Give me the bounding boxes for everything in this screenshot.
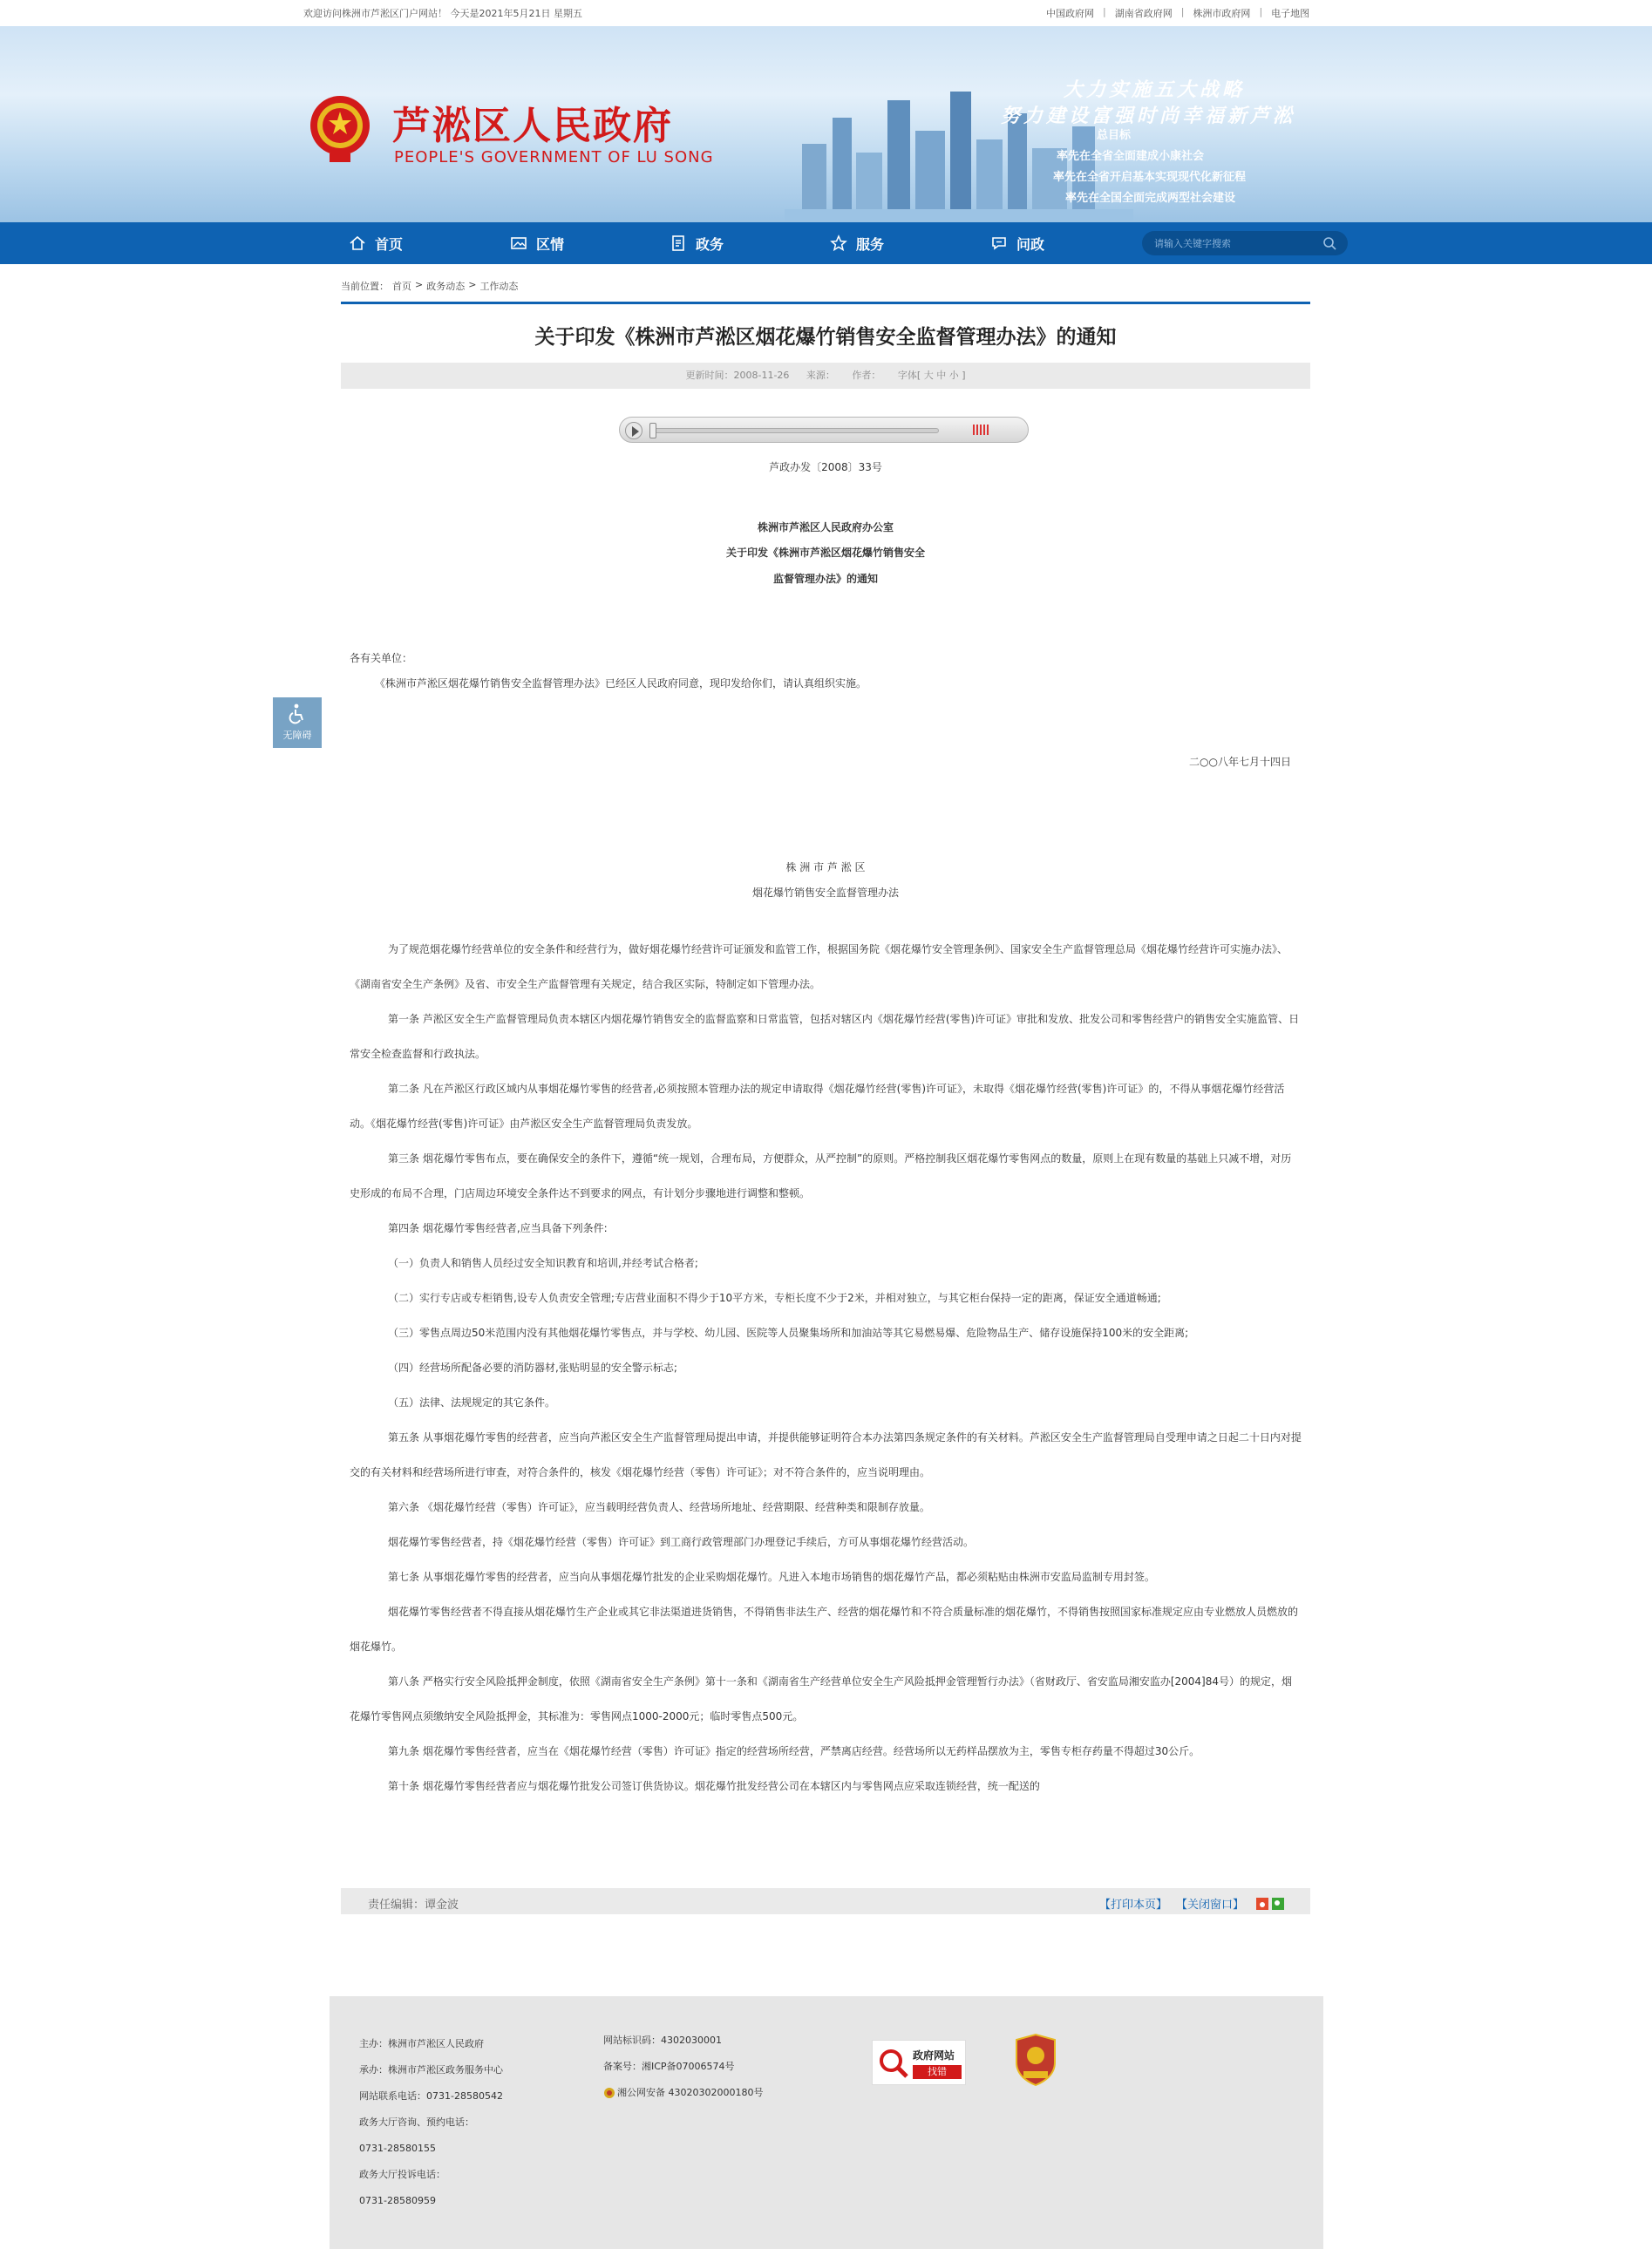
link-hunan-gov[interactable]: 湖南省政府网 [1114,8,1173,19]
rules-heading-2: 烟花爆竹销售安全监督管理办法 [751,887,899,899]
footer-consult-label: 政务大厅咨询、预约电话： [359,2117,474,2128]
paragraph: （三）零售点周边50米范围内没有其他烟花爆竹零售点，并与学校、幼儿园、医院等人员聚集场所和加油站等其它易燃易爆、危险物品生产、储存设施保持100米的安全距离; [388,1327,1189,1339]
paragraph: 第五条 从事烟花爆竹零售的经营者，应当向芦淞区安全生产监督管理局提出申请，并提供能够证明符合本办法第四条规定条件的有关材料。芦淞区安全生产监督管理局自受理申请之日起二十日内对提交的有关材料和经营场所进行审查，对符合条件的，核发《烟花爆竹经营（零售）许可证》；对不符合条件的，应当说明理由。 [350,1431,1302,1478]
nav-item-service[interactable] [830,222,884,264]
footer-sponsor: 主办：株洲市芦淞区人民政府 [359,2038,484,2049]
link-zhuzhou-gov[interactable]: 株洲市政府网 [1193,8,1251,19]
volume-icon[interactable] [973,425,997,437]
magnifier-logo-icon [878,2048,909,2079]
breadcrumb-work-news[interactable]: 工作动态 [479,281,519,292]
goal-line-2: 率先在全省开启基本实现现代化新征程 [1053,171,1247,184]
paragraph: （五）法律、法规规定的其它条件。 [388,1396,556,1409]
police-badge-icon [603,2087,615,2099]
icp-record[interactable]: 备案号：湘ICP备07006574号 [603,2061,735,2072]
search-icon[interactable] [1322,235,1337,251]
nav-item-home[interactable] [349,222,403,264]
footer-mid [603,2028,763,2106]
footer-consult-phone: 0731-28580155 [359,2143,436,2154]
footer-phone: 网站联系电话：0731-28580542 [359,2090,503,2102]
article-body [350,932,1302,1804]
welcome-text: 欢迎访问株洲市芦淞区门户网站！ 今天是2021年5月21日 星期五 [303,8,582,19]
national-emblem-icon [307,92,373,166]
nav-label: 首页 [375,235,404,253]
top-bar [0,0,1652,26]
breadcrumb-separator: > [468,279,477,290]
footer-complaint-phone: 0731-28580959 [359,2195,436,2206]
main-nav [0,222,1652,264]
rules-heading-1: 株 洲 市 芦 淞 区 [785,861,866,873]
goal-line-3: 率先在全国全面完成两型社会建设 [1065,192,1236,205]
nav-item-inquiry[interactable] [990,222,1044,264]
paragraph: 第一条 芦淞区安全生产监督管理局负责本辖区内烟花爆竹销售安全的监督监察和日常监管，包括对辖区内《烟花爆竹经营(零售)许可证》审批和发放、批发公司和零售经营户的销售安全实施监管、日常安全检查监督和行政执法。 [350,1013,1300,1060]
footer [330,1996,1323,2249]
paragraph: （二）实行专店或专柜销售,设专人负责安全管理;专店营业面积不得少于10平方米，专柜长度不少于2米，并相对独立，与其它柜台保持一定的距离，保证安全通道畅通; [388,1292,1161,1304]
picture-icon [510,234,527,252]
accessibility-label: 无障碍 [282,730,312,741]
paragraph: 第四条 烟花爆竹零售经营者,应当具备下列条件: [388,1222,608,1234]
home-icon [349,234,366,252]
paragraph: （一）负责人和销售人员经过安全知识教育和培训,并经考试合格者; [388,1257,698,1269]
paragraph: 第八条 严格实行安全风险抵押金制度，依照《湖南省安全生产条例》第十一条和《湖南省生产经营单位安全生产风险抵押金管理暂行办法》（省财政厅、省安监局湘安监办[2004]84号）的规定，烟花爆竹零售网点须缴纳安全风险抵押金，其标准为：零售网点1000-2000元；临时零售点500元。 [350,1675,1292,1722]
report-error-badge[interactable] [872,2040,966,2085]
goal-line-1: 率先在全省全面建成小康社会 [1057,150,1205,163]
print-button[interactable]: 【打印本页】 [1099,1899,1168,1912]
close-window-button[interactable]: 【关闭窗口】 [1176,1899,1245,1912]
doc-heading-1: 株洲市芦淞区人民政府办公室 [757,521,894,533]
editor-name: 责任编辑：谭金波 [368,1899,459,1912]
goal-title: 总目标 [1097,129,1132,142]
star-icon [830,234,847,252]
paragraph: 为了规范烟花爆竹经营单位的安全条件和经营行为，做好烟花爆竹经营许可证颁发和监管工作，根据国务院《烟花爆竹安全管理条例》、国家安全生产监督管理总局《烟花爆竹经营许可实施办法》、《湖南省安全生产条例》及省、市安全生产监督管理有关规定，结合我区实际，特制定如下管理办法。 [350,943,1288,990]
document-date: 二○○八年七月十四日 [1189,756,1291,768]
footer-complaint-label: 政务大厅投诉电话： [359,2169,445,2180]
link-china-gov[interactable]: 中国政府网 [1046,8,1094,19]
footer-organizer: 承办：株洲市芦淞区政务服务中心 [359,2064,503,2076]
nav-item-government[interactable] [670,222,724,264]
font-size-control[interactable]: 字体[ 大 中 小 ] [897,370,966,381]
search-box [1142,231,1348,255]
salutation: 各有关单位： [350,652,413,664]
chat-icon [990,234,1008,252]
police-record-row[interactable] [603,2080,763,2106]
breadcrumb-separator: > [415,279,424,290]
accessibility-button[interactable] [273,697,322,748]
intro-paragraph: 《株洲市芦淞区烟花爆竹销售安全监督管理办法》已经区人民政府同意，现印发给你们，请认真组织实施。 [375,677,867,690]
weibo-share-icon[interactable] [1256,1898,1268,1910]
paragraph: 第七条 从事烟花爆竹零售的经营者，应当向从事烟花爆竹批发的企业采购烟花爆竹。凡进入本地市场销售的烟花爆竹产品，都必须粘贴由株洲市安监局监制专用封签。 [388,1571,1155,1583]
nav-label: 政务 [696,235,724,253]
nav-label: 服务 [856,235,885,253]
source: 来源： [806,370,835,381]
slogan-line-1: 大力实施五大战略 [1064,79,1246,101]
progress-track[interactable] [651,428,939,433]
search-input[interactable] [1154,234,1311,252]
audio-player [619,417,1029,443]
site-id: 网站标识码：4302030001 [603,2035,722,2046]
paragraph: 第十条 烟花爆竹零售经营者应与烟花爆竹批发公司签订供货协议。烟花爆竹批发经营公司在本辖区内与零售网点应采取连锁经营，统一配送的 [388,1780,1040,1792]
paragraph: 第三条 烟花爆竹零售布点，要在确保安全的条件下，遵循“统一规划，合理布局，方便群众，从严控制”的原则。严格控制我区烟花爆竹零售网点的数量，原则上在现有数量的基础上只减不增，对历史形成的布局不合理，门店周边环境安全条件达不到要求的网点，有计划分步骤地进行调整和整顿。 [350,1152,1292,1199]
breadcrumb [341,279,521,293]
wheelchair-icon [286,703,309,725]
police-record: 湘公网安备 43020302000180号 [617,2087,764,2098]
header-banner [0,26,1652,222]
author: 作者： [852,370,881,381]
document-number: 芦政办发〔2008〕33号 [769,461,882,473]
link-map[interactable]: 电子地图 [1271,8,1310,19]
breadcrumb-prefix: 当前位置： [341,281,389,292]
footer-left [359,2031,503,2214]
play-button[interactable] [625,422,642,439]
paragraph: 第六条 《烟花爆竹经营（零售）许可证》，应当载明经营负责人、经营场所地址、经营期限、经营种类和限制存放量。 [388,1501,930,1513]
document-icon [670,234,687,252]
paragraph: 第二条 凡在芦淞区行政区域内从事烟花爆竹零售的经营者,必须按照本管理办法的规定申请取得《烟花爆竹经营(零售)许可证》，未取得《烟花爆竹经营(零售)许可证》的，不得从事烟花爆竹经营活动。《烟花爆竹经营(零售)许可证》由芦淞区安全生产监督管理局负责发放。 [350,1083,1285,1130]
badge-line-2: 找错 [913,2065,962,2079]
paragraph: （四）经营场所配备必要的消防器材,张贴明显的安全警示标志; [388,1362,677,1374]
doc-heading-3: 监督管理办法》的通知 [772,573,878,585]
nav-item-district[interactable] [510,222,564,264]
badge-line-1: 政府网站 [913,2049,955,2062]
nav-label: 区情 [536,235,565,253]
breadcrumb-home[interactable]: 首页 [392,281,411,292]
paragraph: 烟花爆竹零售经营者，持《烟花爆竹经营（零售）许可证》到工商行政管理部门办理登记手续后，方可从事烟花爆竹经营活动。 [388,1536,975,1548]
editor-bar [341,1888,1310,1914]
progress-handle[interactable] [649,423,656,438]
divider [341,302,1310,304]
top-links: 中国政府网 | 湖南省政府网 | 株洲市政府网 | 电子地图 [1046,6,1310,19]
article-title: 关于印发《株洲市芦淞区烟花爆竹销售安全监督管理办法》的通知 [534,326,1117,349]
article-actions [1099,1895,1284,1912]
party-org-badge-icon[interactable] [1013,2033,1058,2087]
paragraph: 烟花爆竹零售经营者不得直接从烟花爆竹生产企业或其它非法渠道进货销售，不得销售非法生产、经营的烟花爆竹和不符合质量标准的烟花爆竹，不得销售按照国家标准规定应由专业燃放人员燃放的烟花爆竹。 [350,1606,1299,1653]
update-time: 更新时间：2008-11-26 [685,370,790,381]
slogan-line-2: 努力建设富强时尚幸福新芦淞 [1001,105,1296,127]
wechat-share-icon[interactable] [1272,1898,1284,1910]
breadcrumb-gov-news[interactable]: 政务动态 [426,281,466,292]
doc-heading-2: 关于印发《株洲市芦淞区烟花爆竹销售安全 [725,547,925,559]
site-title: 芦淞区人民政府 [392,104,673,148]
paragraph: 第九条 烟花爆竹零售经营者，应当在《烟花爆竹经营（零售）许可证》指定的经营场所经营，严禁离店经营。经营场所以无药样品摆放为主，零售专柜存药量不得超过30公斤。 [388,1745,1200,1757]
nav-label: 问政 [1016,235,1045,253]
site-subtitle: PEOPLE'S GOVERNMENT OF LU SONG [394,148,714,166]
article-meta [341,363,1310,389]
